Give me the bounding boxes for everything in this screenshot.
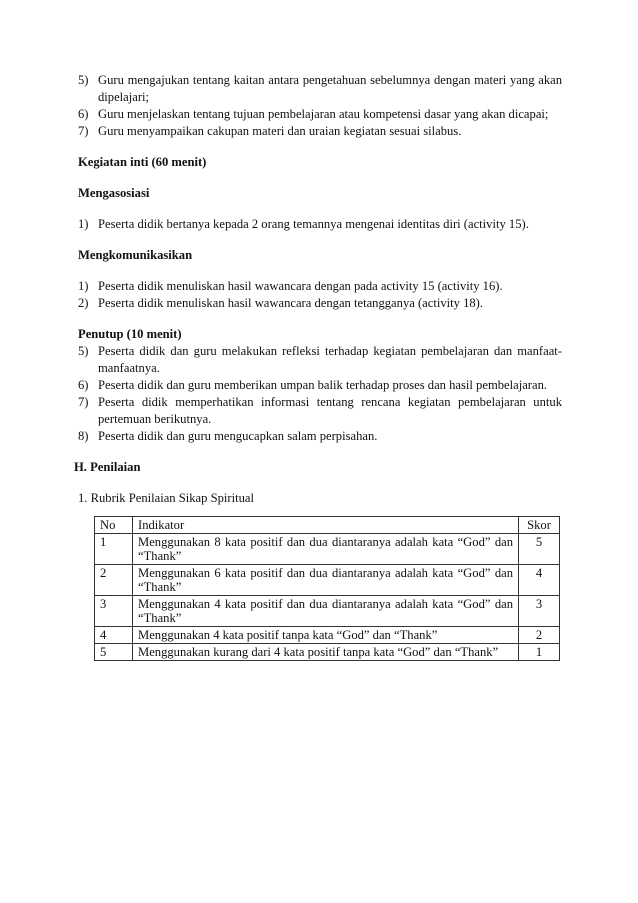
table-row	[95, 534, 560, 565]
cell-no: 5	[95, 644, 133, 661]
table-row	[95, 644, 560, 661]
cell-skor: 1	[519, 644, 560, 661]
mengkomunikasikan-heading: Mengkomunikasikan	[78, 248, 193, 262]
mengasosiasi-list	[78, 216, 562, 233]
item-text: Peserta didik menuliskan hasil wawancara dengan tetangganya (activity 18).	[98, 296, 484, 310]
opening-activity-list	[78, 72, 562, 140]
rubric-title: 1. Rubrik Penilaian Sikap Spiritual	[78, 491, 254, 505]
list-item	[78, 216, 562, 233]
item-text: Peserta didik dan guru memberikan umpan balik terhadap proses dan hasil pembelajaran.	[98, 378, 548, 392]
item-number: 8)	[78, 429, 89, 443]
cell-skor: 5	[519, 534, 560, 565]
list-item	[78, 394, 562, 428]
item-number: 5)	[78, 73, 89, 87]
list-item	[78, 428, 562, 445]
item-number: 1)	[78, 217, 89, 231]
header-skor: Skor	[519, 517, 560, 534]
header-no: No	[95, 517, 133, 534]
cell-skor: 3	[519, 596, 560, 627]
list-item	[78, 106, 562, 123]
kegiatan-inti-heading: Kegiatan inti (60 menit)	[78, 155, 207, 169]
cell-skor: 4	[519, 565, 560, 596]
cell-indikator: Menggunakan 6 kata positif dan dua diantaranya adalah kata “God” dan “Thank”	[133, 565, 519, 596]
item-text: Guru menjelaskan tentang tujuan pembelajaran atau kompetensi dasar yang akan dicapai;	[98, 107, 549, 121]
cell-skor: 2	[519, 627, 560, 644]
list-item	[78, 123, 562, 140]
list-item	[78, 377, 562, 394]
table-row	[95, 596, 560, 627]
cell-indikator: Menggunakan 8 kata positif dan dua diantaranya adalah kata “God” dan “Thank”	[133, 534, 519, 565]
cell-indikator: Menggunakan 4 kata positif dan dua diantaranya adalah kata “God” dan “Thank”	[133, 596, 519, 627]
item-text: Peserta didik memperhatikan informasi tentang rencana kegiatan pembelajaran untuk pertemuan berikutnya.	[98, 395, 562, 426]
cell-indikator: Menggunakan kurang dari 4 kata positif tanpa kata “God” dan “Thank”	[133, 644, 519, 661]
item-number: 7)	[78, 124, 89, 138]
table-row	[95, 627, 560, 644]
mengasosiasi-heading: Mengasosiasi	[78, 186, 150, 200]
item-number: 5)	[78, 344, 89, 358]
cell-no: 3	[95, 596, 133, 627]
table-row	[95, 565, 560, 596]
item-number: 1)	[78, 279, 89, 293]
section-h-heading: H. Penilaian	[74, 460, 141, 474]
list-item	[78, 295, 562, 312]
item-number: 2)	[78, 296, 89, 310]
item-text: Peserta didik menuliskan hasil wawancara dengan pada activity 15 (activity 16).	[98, 279, 503, 293]
list-item	[78, 72, 562, 106]
item-text: Guru menyampaikan cakupan materi dan uraian kegiatan sesuai silabus.	[98, 124, 462, 138]
item-number: 6)	[78, 378, 89, 392]
penutup-list	[78, 343, 562, 445]
item-text: Peserta didik bertanya kepada 2 orang temannya mengenai identitas diri (activity 15).	[98, 217, 529, 231]
list-item	[78, 278, 562, 295]
item-text: Guru mengajukan tentang kaitan antara pengetahuan sebelumnya dengan materi yang akan dipelajari;	[98, 73, 562, 104]
rubric-table	[94, 516, 560, 661]
mengkomunikasikan-list	[78, 278, 562, 312]
header-indikator: Indikator	[133, 517, 519, 534]
item-text: Peserta didik dan guru mengucapkan salam perpisahan.	[98, 429, 378, 443]
penutup-heading: Penutup (10 menit)	[78, 327, 182, 341]
cell-no: 1	[95, 534, 133, 565]
cell-indikator: Menggunakan 4 kata positif tanpa kata “God” dan “Thank”	[133, 627, 519, 644]
item-text: Peserta didik dan guru melakukan refleksi terhadap kegiatan pembelajaran dan manfaat-manfaatnya.	[98, 344, 562, 375]
page-content	[74, 72, 562, 661]
cell-no: 2	[95, 565, 133, 596]
item-number: 7)	[78, 395, 89, 409]
cell-no: 4	[95, 627, 133, 644]
table-header-row	[95, 517, 560, 534]
item-number: 6)	[78, 107, 89, 121]
list-item	[78, 343, 562, 377]
